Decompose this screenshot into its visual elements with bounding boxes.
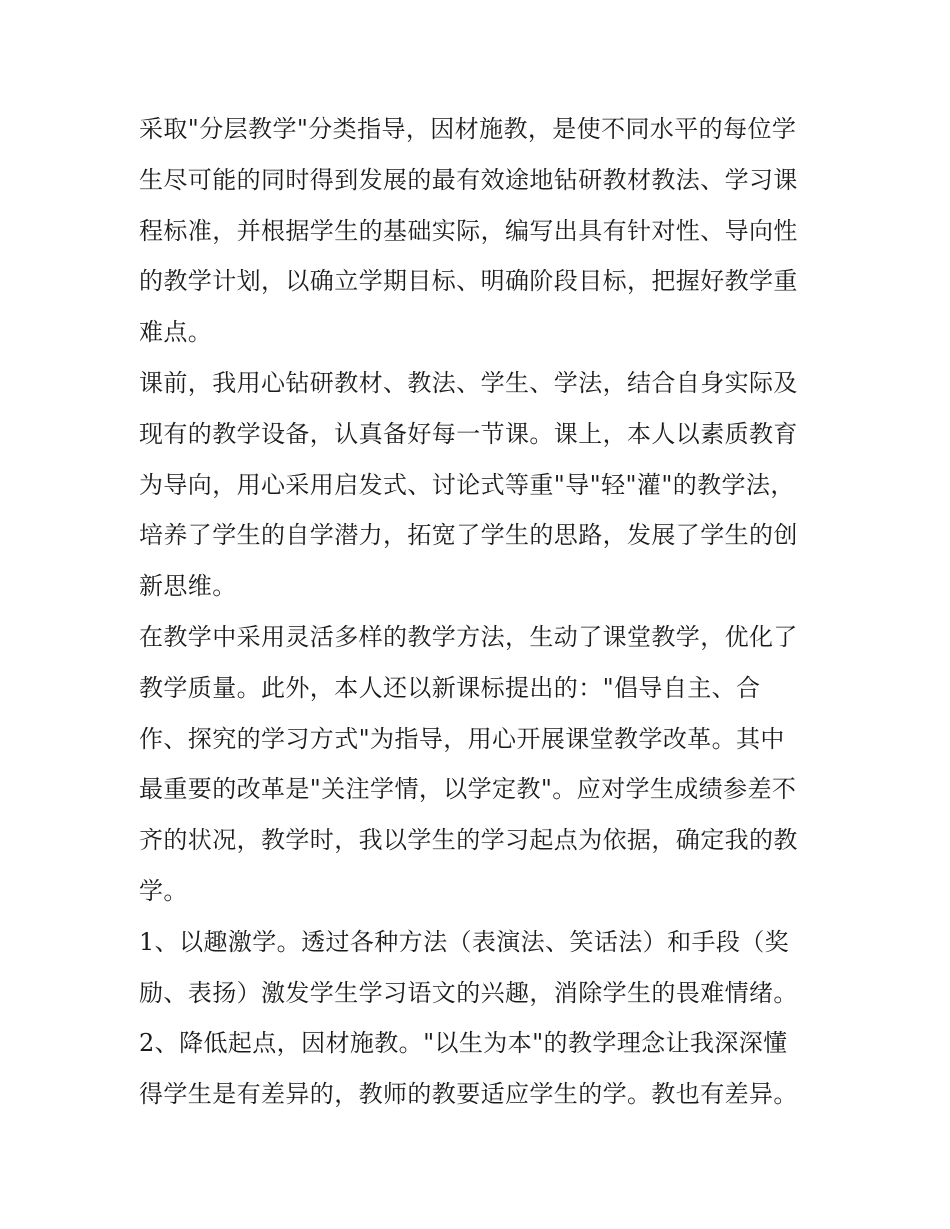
paragraph-teaching-methods xyxy=(139,612,819,917)
text-line: 程标准，并根据学生的基础实际，编写出具有针对性、导向性 xyxy=(139,216,798,245)
paragraph-layered-teaching xyxy=(139,104,819,358)
text-line: 课前，我用心钻研教材、教法、学生、学法，结合自身实际及 xyxy=(139,368,798,397)
text-line: 在教学中采用灵活多样的教学方法，生动了课堂教学，优化了 xyxy=(139,622,798,651)
text-line: 的教学计划，以确立学期目标、明确阶段目标，把握好教学重 xyxy=(139,267,798,296)
text-line: 生尽可能的同时得到发展的最有效途地钻研教材教法、学习课 xyxy=(139,165,798,194)
text-line: 学。 xyxy=(139,876,188,905)
text-line: 培养了学生的自学潜力，拓宽了学生的思路，发展了学生的创 xyxy=(139,521,798,550)
text-line: 1、以趣激学。透过各种方法（表演法、笑话法）和手段（奖 xyxy=(139,927,790,956)
text-line: 作、探究的学习方式"为指导，用心开展课堂教学改革。其中 xyxy=(139,724,785,753)
text-line: 齐的状况，教学时，我以学生的学习起点为依据，确定我的教 xyxy=(139,826,798,855)
text-line: 难点。 xyxy=(139,318,213,347)
text-line: 最重要的改革是"关注学情，以学定教"。应对学生成绩参差不 xyxy=(139,775,797,804)
text-line: 为导向，用心采用启发式、讨论式等重"导"轻"灌"的教学法， xyxy=(139,470,795,499)
paragraph-lesson-preparation xyxy=(139,358,819,612)
document-body xyxy=(139,104,819,1120)
text-line: 励、表扬）激发学生学习语文的兴趣，消除学生的畏难情绪。 xyxy=(139,978,798,1007)
list-item-2 xyxy=(139,1018,819,1120)
text-line: 采取"分层教学"分类指导，因材施教，是使不同水平的每位学 xyxy=(139,115,797,143)
text-line: 教学质量。此外，本人还以新课标提出的："倡导自主、合 xyxy=(139,673,761,702)
list-item-1 xyxy=(139,917,819,1019)
text-line: 新思维。 xyxy=(139,572,237,601)
text-line: 得学生是有差异的，教师的教要适应学生的学。教也有差异。 xyxy=(139,1080,798,1109)
text-line: 现有的教学设备，认真备好每一节课。课上，本人以素质教育 xyxy=(139,419,798,448)
text-line: 2、降低起点，因材施教。"以生为本"的教学理念让我深深懂 xyxy=(139,1029,788,1058)
